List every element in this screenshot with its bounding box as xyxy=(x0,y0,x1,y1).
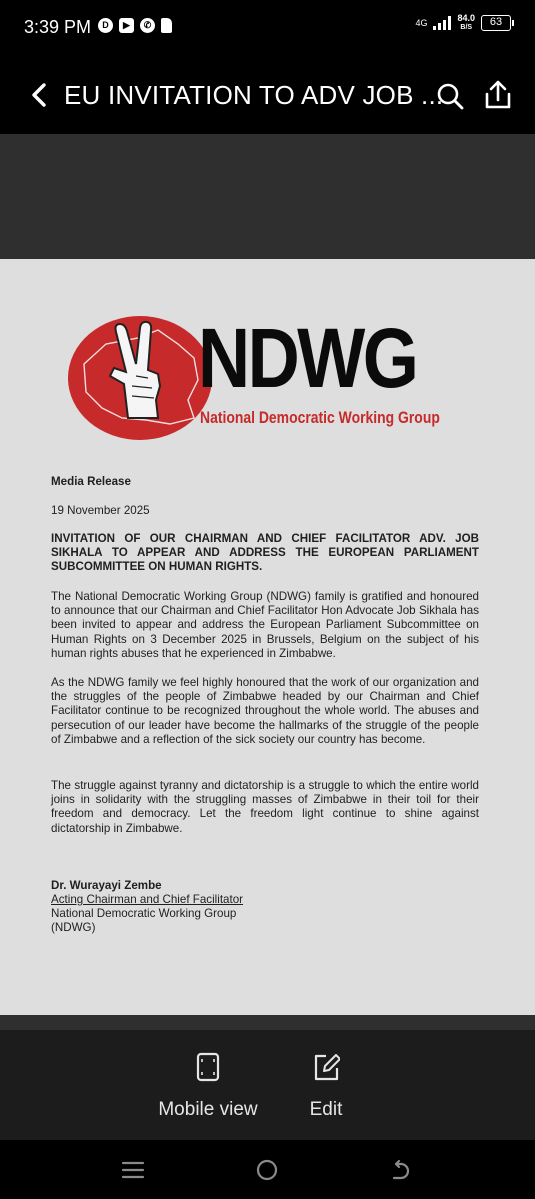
document-page xyxy=(0,259,535,1015)
logo-text: NDWG xyxy=(198,311,417,405)
logo-subtitle: National Democratic Working Group xyxy=(200,408,440,427)
mobile-view-button[interactable] xyxy=(143,1052,273,1121)
menu-icon xyxy=(120,1158,146,1182)
status-right xyxy=(415,14,511,32)
notification-icons xyxy=(98,18,172,33)
recent-apps-button[interactable] xyxy=(120,1158,146,1182)
document-viewer[interactable] xyxy=(0,134,535,1030)
system-nav-bar xyxy=(0,1140,535,1199)
signatory-role: Acting Chairman and Chief Facilitator xyxy=(51,893,244,906)
edit-button[interactable] xyxy=(261,1052,391,1121)
release-date: 19 November 2025 xyxy=(51,504,150,517)
mobile-view-label: Mobile view xyxy=(158,1099,258,1120)
sim-card-icon xyxy=(161,18,172,33)
paragraph-2: As the NDWG family we feel highly honoured that the work of our organization and the struggles of the people of Zimbabwe headed by our Chairman and Chief Facilitator continue to be recognized throughout the whole world. The abuses and persecution of our leader have become the hallmarks of the struggle of the people of Zimbabwe and a reflection of the sick society our country has become. xyxy=(51,676,479,746)
release-label: Media Release xyxy=(51,475,131,488)
paragraph-1: The National Democratic Working Group (NDWG) family is gratified and honoured to announce that our Chairman and Chief Facilitator Hon Advocate Job Sikhala has been invited to appear and address the European Parliament Subcommittee on Human Rights on 3 December 2025 in Brussels, Belgium on the subject of his human rights abuses that he experienced in Zimbabwe. xyxy=(51,590,479,660)
home-circle-icon xyxy=(255,1158,279,1182)
edit-label: Edit xyxy=(309,1099,343,1120)
status-bar xyxy=(0,0,535,56)
release-heading: INVITATION OF OUR CHAIRMAN AND CHIEF FACILITATOR ADV. JOB SIKHALA TO APPEAR AND ADDRESS THE EUROPEAN PARLIAMENT SUBCOMMITTEE ON HUMAN RIGHTS. xyxy=(51,532,479,574)
share-icon xyxy=(482,78,514,112)
search-button[interactable] xyxy=(434,80,466,112)
bottom-toolbar xyxy=(0,1030,535,1140)
edit-icon xyxy=(312,1052,340,1082)
search-icon xyxy=(434,80,466,112)
network-type: 4G xyxy=(415,17,428,28)
mobile-view-icon xyxy=(195,1052,221,1082)
share-button[interactable] xyxy=(482,78,514,112)
signal-icon xyxy=(433,16,451,30)
app-bar xyxy=(0,56,535,134)
whatsapp-icon: ✆ xyxy=(140,18,155,33)
network-speed xyxy=(457,14,475,32)
status-time: 3:39 PM xyxy=(24,17,92,37)
document-title: EU INVITATION TO ADV JOB ... xyxy=(64,80,444,110)
back-nav-button[interactable] xyxy=(388,1158,412,1182)
paragraph-3: The struggle against tyranny and dictatorship is a struggle to which the entire world joins in solidarity with the struggling masses of Zimbabwe in their toil for their freedom and democracy. Let the freedom light continue to shine against dictatorship in Zimbabwe. xyxy=(51,779,479,835)
back-arrow-icon xyxy=(388,1158,412,1182)
signatory-name: Dr. Wurayayi Zembe xyxy=(51,879,162,892)
youtube-icon: ▶ xyxy=(119,18,134,33)
signatory-org: National Democratic Working Group xyxy=(51,907,237,920)
chevron-left-icon xyxy=(29,82,49,108)
home-button[interactable] xyxy=(255,1158,279,1182)
signatory-org-abbr: (NDWG) xyxy=(51,921,96,934)
speed-value: 84.0 xyxy=(457,13,475,23)
speed-unit: B/S xyxy=(460,24,473,31)
peace-hand-map-emblem xyxy=(66,314,216,444)
back-button[interactable] xyxy=(22,76,56,114)
battery-icon: 63 xyxy=(481,15,511,31)
ndwg-logo xyxy=(66,311,476,444)
notification-app-icon: D xyxy=(98,18,113,33)
